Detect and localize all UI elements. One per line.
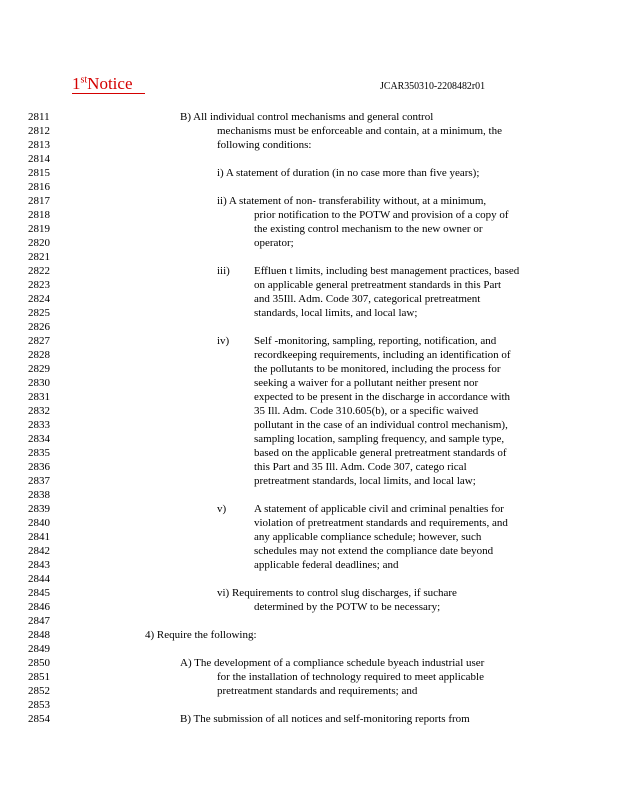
line-number: 2828 bbox=[28, 349, 50, 361]
line-number: 2842 bbox=[28, 545, 50, 557]
line-number: 2824 bbox=[28, 293, 50, 305]
line-number: 2851 bbox=[28, 671, 50, 683]
text-line: A statement of applicable civil and criminal penalties for bbox=[254, 503, 504, 515]
text-line: the pollutants to be monitored, including the process for bbox=[254, 363, 501, 375]
line-number: 2813 bbox=[28, 139, 50, 151]
line-number: 2840 bbox=[28, 517, 50, 529]
line-number: 2815 bbox=[28, 167, 50, 179]
text-line: expected to be present in the discharge in accordance with bbox=[254, 391, 511, 403]
line-number: 2835 bbox=[28, 447, 50, 459]
text-line: and 35Ill. Adm. Code 307, categorical pretreatment bbox=[254, 293, 481, 305]
text-line: i) A statement of duration (in no case more than five years); bbox=[217, 167, 480, 179]
line-number: 2843 bbox=[28, 559, 50, 571]
text-line: recordkeeping requirements, including an identification of bbox=[254, 349, 511, 361]
line-number: 2852 bbox=[28, 685, 50, 697]
line-number: 2812 bbox=[28, 125, 50, 137]
text-line: for the installation of technology required to meet applicable bbox=[217, 671, 484, 683]
text-line: Effluen t limits, including best management practices, based bbox=[254, 265, 520, 277]
line-number: 2829 bbox=[28, 363, 50, 375]
line-number: 2844 bbox=[28, 573, 50, 585]
text-line: this Part and 35 Ill. Adm. Code 307, catego rical bbox=[254, 461, 467, 473]
line-number: 2836 bbox=[28, 461, 50, 473]
line-number: 2821 bbox=[28, 251, 50, 263]
line-number: 2837 bbox=[28, 475, 50, 487]
text-line: pollutant in the case of an individual control mechanism), bbox=[254, 419, 508, 431]
line-number: 2819 bbox=[28, 223, 50, 235]
line-number: 2825 bbox=[28, 307, 50, 319]
text-line: pretreatment standards and requirements; and bbox=[217, 685, 418, 697]
text-line: pretreatment standards, local limits, and local law; bbox=[254, 475, 476, 487]
text-line: following conditions: bbox=[217, 139, 312, 151]
text-line: on applicable general pretreatment standards in this Part bbox=[254, 279, 502, 291]
text-line: based on the applicable general pretreatment standards of bbox=[254, 447, 507, 459]
item-label: iv) bbox=[217, 335, 230, 347]
line-number: 2845 bbox=[28, 587, 50, 599]
line-number: 2848 bbox=[28, 629, 50, 641]
line-number: 2854 bbox=[28, 713, 50, 725]
line-number: 2818 bbox=[28, 209, 50, 221]
text-line: the existing control mechanism to the new owner or bbox=[254, 223, 483, 235]
notice-word: Notice bbox=[87, 74, 133, 93]
line-number: 2811 bbox=[28, 111, 50, 123]
text-line: 4) Require the following: bbox=[145, 629, 257, 641]
line-number: 2817 bbox=[28, 195, 50, 207]
line-number: 2838 bbox=[28, 489, 50, 501]
line-number: 2827 bbox=[28, 335, 50, 347]
line-number: 2830 bbox=[28, 377, 50, 389]
item-label: iii) bbox=[217, 265, 230, 277]
line-number: 2822 bbox=[28, 265, 50, 277]
text-line: Self -monitoring, sampling, reporting, notification, and bbox=[254, 335, 497, 347]
line-number: 2839 bbox=[28, 503, 50, 515]
line-number: 2846 bbox=[28, 601, 50, 613]
text-line: any applicable compliance schedule; however, such bbox=[254, 531, 482, 543]
line-number: 2831 bbox=[28, 391, 50, 403]
text-line: mechanisms must be enforceable and contain, at a minimum, the bbox=[217, 125, 502, 137]
text-line: A) The development of a compliance schedule byeach industrial user bbox=[180, 657, 485, 669]
document-code: JCAR350310-2208482r01 bbox=[380, 80, 486, 92]
line-number: 2816 bbox=[28, 181, 50, 193]
text-line: violation of pretreatment standards and requirements, and bbox=[254, 517, 508, 529]
text-line: standards, local limits, and local law; bbox=[254, 307, 418, 319]
text-line: sampling location, sampling frequency, and sample type, bbox=[254, 433, 505, 445]
line-number: 2832 bbox=[28, 405, 50, 417]
text-line: ii) A statement of non- transferability without, at a minimum, bbox=[217, 195, 487, 207]
notice-superscript: st bbox=[80, 74, 88, 86]
notice-header: 1stNotice bbox=[72, 74, 145, 94]
text-line: seeking a waiver for a pollutant neither present nor bbox=[254, 377, 479, 389]
text-line: prior notification to the POTW and provision of a copy of bbox=[254, 209, 509, 221]
text-line: determined by the POTW to be necessary; bbox=[254, 601, 441, 613]
line-number: 2841 bbox=[28, 531, 50, 543]
line-number: 2826 bbox=[28, 321, 50, 333]
line-number: 2847 bbox=[28, 615, 50, 627]
text-line: B) The submission of all notices and self-monitoring reports from bbox=[180, 713, 470, 725]
line-number: 2814 bbox=[28, 153, 50, 165]
line-number: 2833 bbox=[28, 419, 50, 431]
line-number: 2850 bbox=[28, 657, 50, 669]
line-number: 2823 bbox=[28, 279, 50, 291]
text-line: vi) Requirements to control slug discharges, if suchare bbox=[217, 587, 457, 599]
text-line: B) All individual control mechanisms and general control bbox=[180, 111, 434, 123]
item-label: v) bbox=[217, 503, 227, 515]
text-line: applicable federal deadlines; and bbox=[254, 559, 399, 571]
text-line: 35 Ill. Adm. Code 310.605(b), or a specific waived bbox=[254, 405, 479, 417]
text-line: operator; bbox=[254, 237, 294, 249]
line-number: 2820 bbox=[28, 237, 50, 249]
line-number: 2834 bbox=[28, 433, 50, 445]
line-number: 2853 bbox=[28, 699, 50, 711]
line-number: 2849 bbox=[28, 643, 50, 655]
text-line: schedules may not extend the compliance date beyond bbox=[254, 545, 494, 557]
